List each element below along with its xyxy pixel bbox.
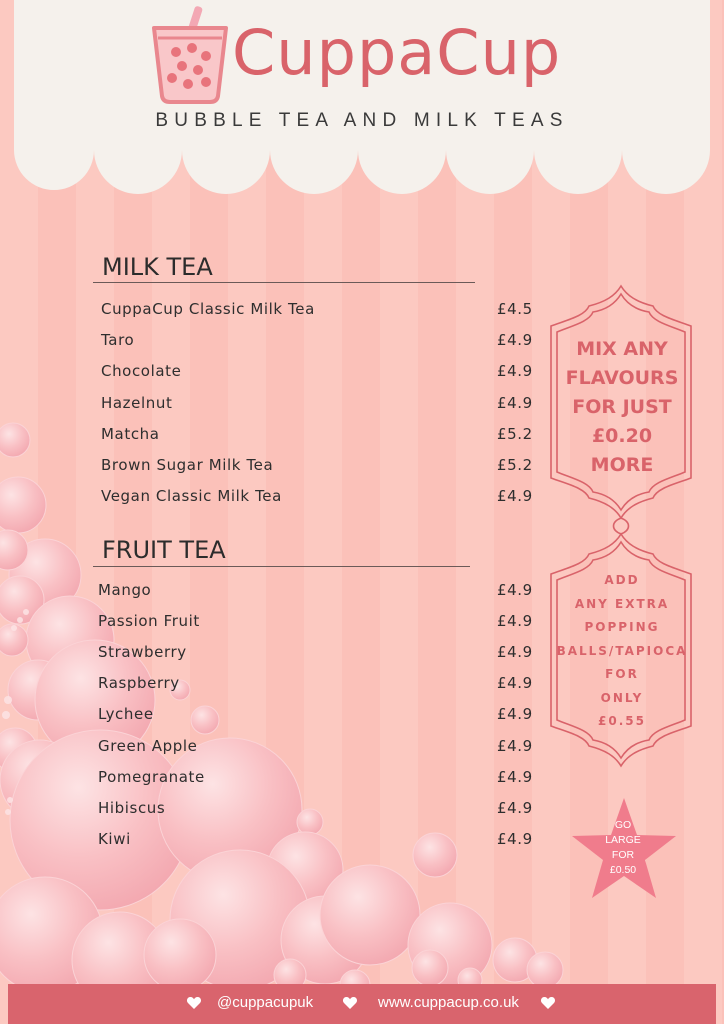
- brand-tagline: BUBBLE TEA AND MILK TEAS: [155, 110, 569, 131]
- menu-item-row: [101, 362, 537, 386]
- promo-line: LARGE: [605, 834, 641, 846]
- menu-item-row: [101, 300, 537, 324]
- menu-item-price: £4.9: [497, 736, 533, 755]
- menu-item-row: [101, 487, 537, 511]
- menu-item-name: Hazelnut: [101, 393, 173, 412]
- heart-icon: [186, 995, 202, 1011]
- promo-line: MORE: [590, 454, 654, 476]
- heart-icon: [342, 995, 358, 1011]
- fruit-tea-divider: [93, 566, 470, 567]
- menu-item-price: £4.9: [497, 393, 533, 412]
- menu-item-row: [98, 799, 537, 823]
- menu-item-row: [101, 331, 537, 355]
- menu-item-name: Matcha: [101, 424, 160, 443]
- brand-name: CuppaCup: [232, 16, 562, 89]
- menu-item-row: [101, 425, 537, 449]
- menu-item-price: £4.9: [497, 798, 533, 817]
- promo-line: FOR: [611, 849, 635, 861]
- promo-line: £0.50: [609, 864, 637, 876]
- menu-item-price: £4.9: [497, 581, 533, 599]
- promo-line: GO: [614, 819, 632, 831]
- menu-item-name: Brown Sugar Milk Tea: [101, 456, 274, 474]
- menu-item-price: £4.9: [497, 705, 533, 724]
- menu-item-price: £4.9: [497, 362, 533, 381]
- menu-item-row: [98, 705, 537, 729]
- promo-line: MIX ANY: [576, 338, 668, 360]
- menu-item-name: Raspberry: [98, 674, 180, 693]
- menu-item-price: £4.9: [497, 643, 533, 662]
- menu-item-row: [101, 394, 537, 418]
- menu-item-price: £4.9: [497, 767, 533, 786]
- milk-tea-heading: MILK TEA: [102, 253, 213, 281]
- promo-line: FLAVOURS: [565, 367, 679, 389]
- menu-item-name: Passion Fruit: [98, 612, 200, 631]
- menu-item-price: £4.9: [497, 331, 533, 350]
- menu-item-name: Pomegranate: [98, 767, 205, 786]
- menu-item-price: £4.9: [497, 612, 533, 631]
- menu-item-name: Hibiscus: [98, 798, 166, 817]
- menu-item-name: Vegan Classic Milk Tea: [101, 487, 282, 506]
- menu-item-row: [98, 581, 537, 605]
- menu-item-name: Kiwi: [98, 829, 131, 848]
- menu-item-price: £4.9: [497, 829, 533, 848]
- menu-item-price: £4.9: [497, 674, 533, 693]
- menu-item-price: £5.2: [497, 424, 533, 443]
- promo-line: ADD: [604, 573, 640, 587]
- menu-item-row: [98, 737, 537, 761]
- menu-item-name: Chocolate: [101, 362, 182, 381]
- menu-item-row: [101, 456, 537, 480]
- footer-website-link[interactable]: www.cuppacup.co.uk: [378, 994, 519, 1011]
- promo-line: BALLS/TAPIOCA: [556, 643, 688, 658]
- promo-line: £0.55: [598, 714, 646, 728]
- menu-item-price: £4.9: [497, 487, 533, 506]
- mix-flavours-promo: [552, 335, 692, 480]
- fruit-tea-heading: FRUIT TEA: [102, 536, 226, 564]
- promo-line: ANY EXTRA: [574, 596, 670, 611]
- menu-item-price: £5.2: [497, 456, 533, 474]
- menu-item-row: [98, 674, 537, 698]
- heart-icon: [540, 995, 556, 1011]
- promo-line: FOR: [605, 667, 639, 681]
- extra-toppings-promo: [552, 569, 692, 734]
- promo-line: ONLY: [600, 690, 644, 705]
- promo-line: £0.20: [591, 425, 653, 447]
- menu-item-price: £4.5: [497, 300, 533, 318]
- menu-item-name: Green Apple: [98, 736, 198, 755]
- menu-item-name: Lychee: [98, 705, 154, 724]
- milk-tea-divider: [93, 282, 475, 283]
- menu-item-row: [98, 643, 537, 667]
- bubble-tea-cup-logo-icon: [148, 4, 232, 104]
- promo-line: POPPING: [584, 620, 660, 634]
- menu-item-row: [98, 612, 537, 636]
- menu-item-name: Mango: [98, 581, 152, 599]
- menu-item-name: Taro: [101, 331, 135, 350]
- menu-item-row: [98, 768, 537, 792]
- go-large-promo: [588, 818, 658, 878]
- footer-social-handle: @cuppacupuk: [217, 994, 314, 1011]
- menu-item-name: CuppaCup Classic Milk Tea: [101, 300, 315, 318]
- promo-line: FOR JUST: [572, 396, 672, 418]
- menu-item-name: Strawberry: [98, 643, 187, 662]
- footer-bar: [8, 984, 716, 1024]
- menu-item-row: [98, 830, 537, 854]
